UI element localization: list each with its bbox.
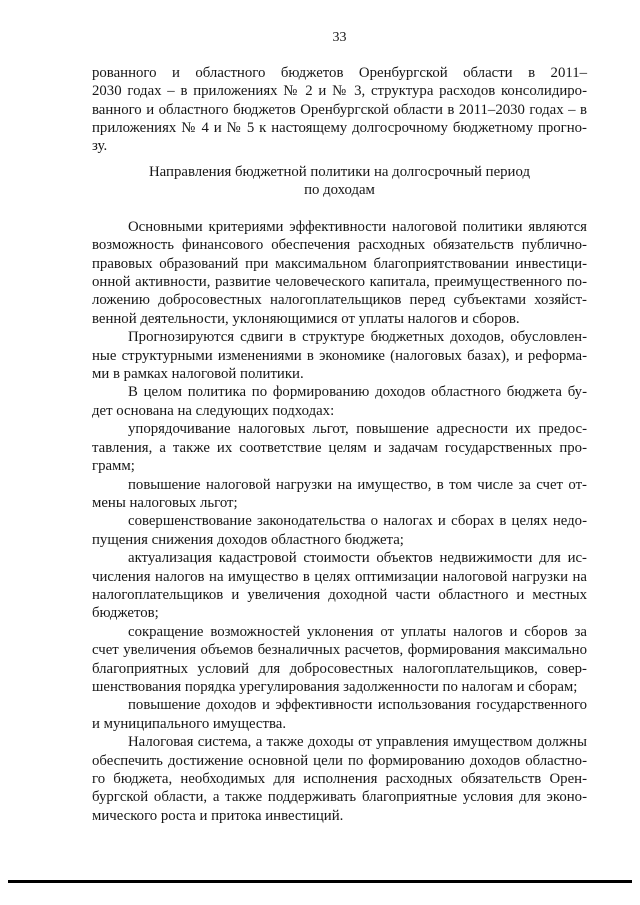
text-line: венной деятельности, уклоняющимися от уплаты налогов и сборов.	[92, 310, 520, 327]
text-line: обеспечить достижение основной цели по формированию доходов областно-	[92, 752, 587, 769]
text-line: онной активности, развитие человеческого капитала, преимущественного по-	[92, 274, 587, 291]
text-line: ные структурными изменениями в экономике (налоговых базах), и реформа-	[92, 347, 587, 364]
text-line: тавления, а также их соответствие целям и задачам государственных про-	[92, 439, 587, 456]
text-line: налогоплательщиков и увеличения доходной части областного и местных	[92, 586, 587, 603]
text-line: возможность финансового обеспечения расходных обязательств публично-	[92, 237, 587, 254]
text-line: ложению добросовестных налогоплательщиков перед субъектами хозяйст-	[92, 292, 587, 309]
text-line: Налоговая система, а также доходы от управления имуществом должны	[128, 734, 587, 751]
text-line: актуализация кадастровой стоимости объектов недвижимости для ис-	[128, 550, 587, 567]
text-line: совершенствование законодательства о налогах и сборах в целях недо-	[128, 513, 587, 530]
text-line: зу.	[92, 138, 108, 155]
list-item	[92, 512, 587, 549]
text-line: упорядочивание налоговых льгот, повышение адресности их предос-	[128, 421, 587, 438]
text-line: ванного и областного бюджетов Оренбургской области в 2011–2030 годах – в	[92, 101, 587, 118]
text-line: повышение доходов и эффективности использования государственного	[128, 697, 587, 714]
paragraph	[92, 328, 587, 383]
text-line: бюджетов;	[92, 605, 159, 622]
text-line: рованного и областного бюджетов Оренбургской области в 2011–	[92, 64, 587, 81]
scan-edge-rule	[8, 880, 632, 883]
text-line: Основными критериями эффективности налоговой политики являются	[128, 218, 587, 235]
list-item	[92, 696, 587, 733]
text-line: шенствования порядка урегулирования задолженности по налогам и сборам;	[92, 678, 578, 695]
text-line: числения налогов на имущество в целях оптимизации налоговой нагрузки на	[92, 568, 587, 585]
text-line: мического роста и притока инвестиций.	[92, 807, 344, 824]
page-number: 33	[332, 30, 347, 45]
text-block	[92, 64, 587, 825]
text-line: бургской области, а также поддерживать благоприятные условия для эконо-	[92, 789, 587, 806]
list-item	[92, 476, 587, 513]
text-line: го бюджета, необходимых для исполнения расходных обязательств Орен-	[92, 771, 587, 788]
text-line: счет увеличения объемов безналичных расчетов, формирования максимально	[92, 642, 587, 659]
continuation-paragraph	[92, 64, 587, 156]
section-heading	[92, 163, 587, 200]
text-line: дет основана на следующих подходах:	[92, 402, 335, 419]
text-line: В целом политика по формированию доходов областного бюджета бу-	[128, 384, 587, 401]
paragraph	[92, 733, 587, 825]
text-line: правовых образований при максимальном благоприятствовании инвестици-	[92, 255, 587, 272]
text-line: мены налоговых льгот;	[92, 494, 238, 511]
text-line: сокращение возможностей уклонения от уплаты налогов и сборов за	[128, 623, 587, 640]
text-line: приложениях № 4 и № 5 к настоящему долгосрочному бюджетному прогно-	[92, 120, 587, 137]
heading-line: по доходам	[304, 182, 375, 199]
list-item	[92, 420, 587, 475]
text-line: грамм;	[92, 458, 135, 475]
paragraph	[92, 218, 587, 328]
text-line: Прогнозируются сдвиги в структуре бюджетных доходов, обусловлен-	[128, 329, 587, 346]
text-line: благоприятных условий для добросовестных налогоплательщиков, совер-	[92, 660, 587, 677]
text-line: повышение налоговой нагрузки на имущество, в том числе за счет от-	[128, 476, 587, 493]
list-item	[92, 623, 587, 697]
text-line: пущения снижения доходов областного бюджета;	[92, 531, 404, 548]
text-line: ми в рамках налоговой политики.	[92, 366, 304, 383]
text-line: и муниципального имущества.	[92, 715, 287, 732]
heading-line: Направления бюджетной политики на долгосрочный период	[149, 163, 530, 180]
text-line: 2030 годах – в приложениях № 2 и № 3, структура расходов консолидиро-	[92, 83, 587, 100]
list-item	[92, 549, 587, 623]
paragraph	[92, 383, 587, 420]
